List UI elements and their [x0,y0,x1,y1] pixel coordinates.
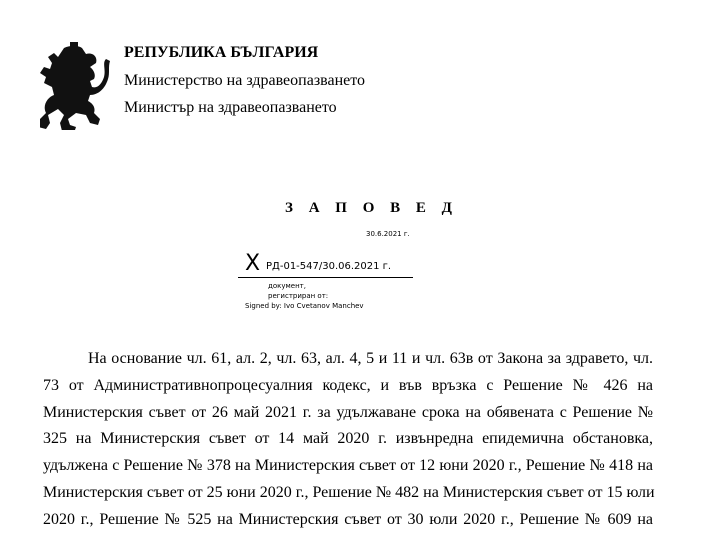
paragraph-line: 2020 г., Решение № 525 на Министерския съвет от 30 юли 2020 г., Решение № 609 на [43,510,653,528]
paragraph-line: Министерския съвет от 25 юни 2020 г., Решение № 482 на Министерския съвет от 15 юли [43,483,655,501]
paragraph-line: На основание чл. 61, ал. 2, чл. 63, ал. 4, 5 и 11 и чл. 63в от Закона за здравето, чл. [88,350,653,367]
ministry-name: Министерство на здравеопазването [124,72,366,89]
paragraph-line: 325 на Министерския съвет от 14 май 2020 г. извънредна епидемична обстановка, [43,430,653,448]
paragraph-line: удължена с Решение № 378 на Министерския съвет от 12 юни 2020 г., Решение № 418 на [43,457,653,475]
republic-heading: РЕПУБЛИКА БЪЛГАРИЯ [124,44,319,61]
registration-number: РД-01-547/30.06.2021 г. [266,261,392,272]
paragraph-line: 73 от Административнопроцесуалния кодекс, и във връзка с Решение № 426 на [43,376,653,394]
paragraph-line: Министерския съвет от 26 май 2021 г. за удължаване срока на обявената с Решение № [43,403,653,421]
label-document: документ, [268,282,306,290]
signature-line [238,277,413,278]
minister-title: Министър на здравеопазването [124,99,337,116]
label-registered: регистриран от: [268,292,329,300]
document-date: 30.6.2021 г. [366,230,410,238]
coat-of-arms-lion-emblem [40,40,112,130]
signature-mark: X [245,251,261,276]
body-paragraph [43,346,653,534]
document-title: З А П О В Е Д [285,200,458,216]
signed-by: Signed by: Ivo Cvetanov Manchev [245,302,364,310]
